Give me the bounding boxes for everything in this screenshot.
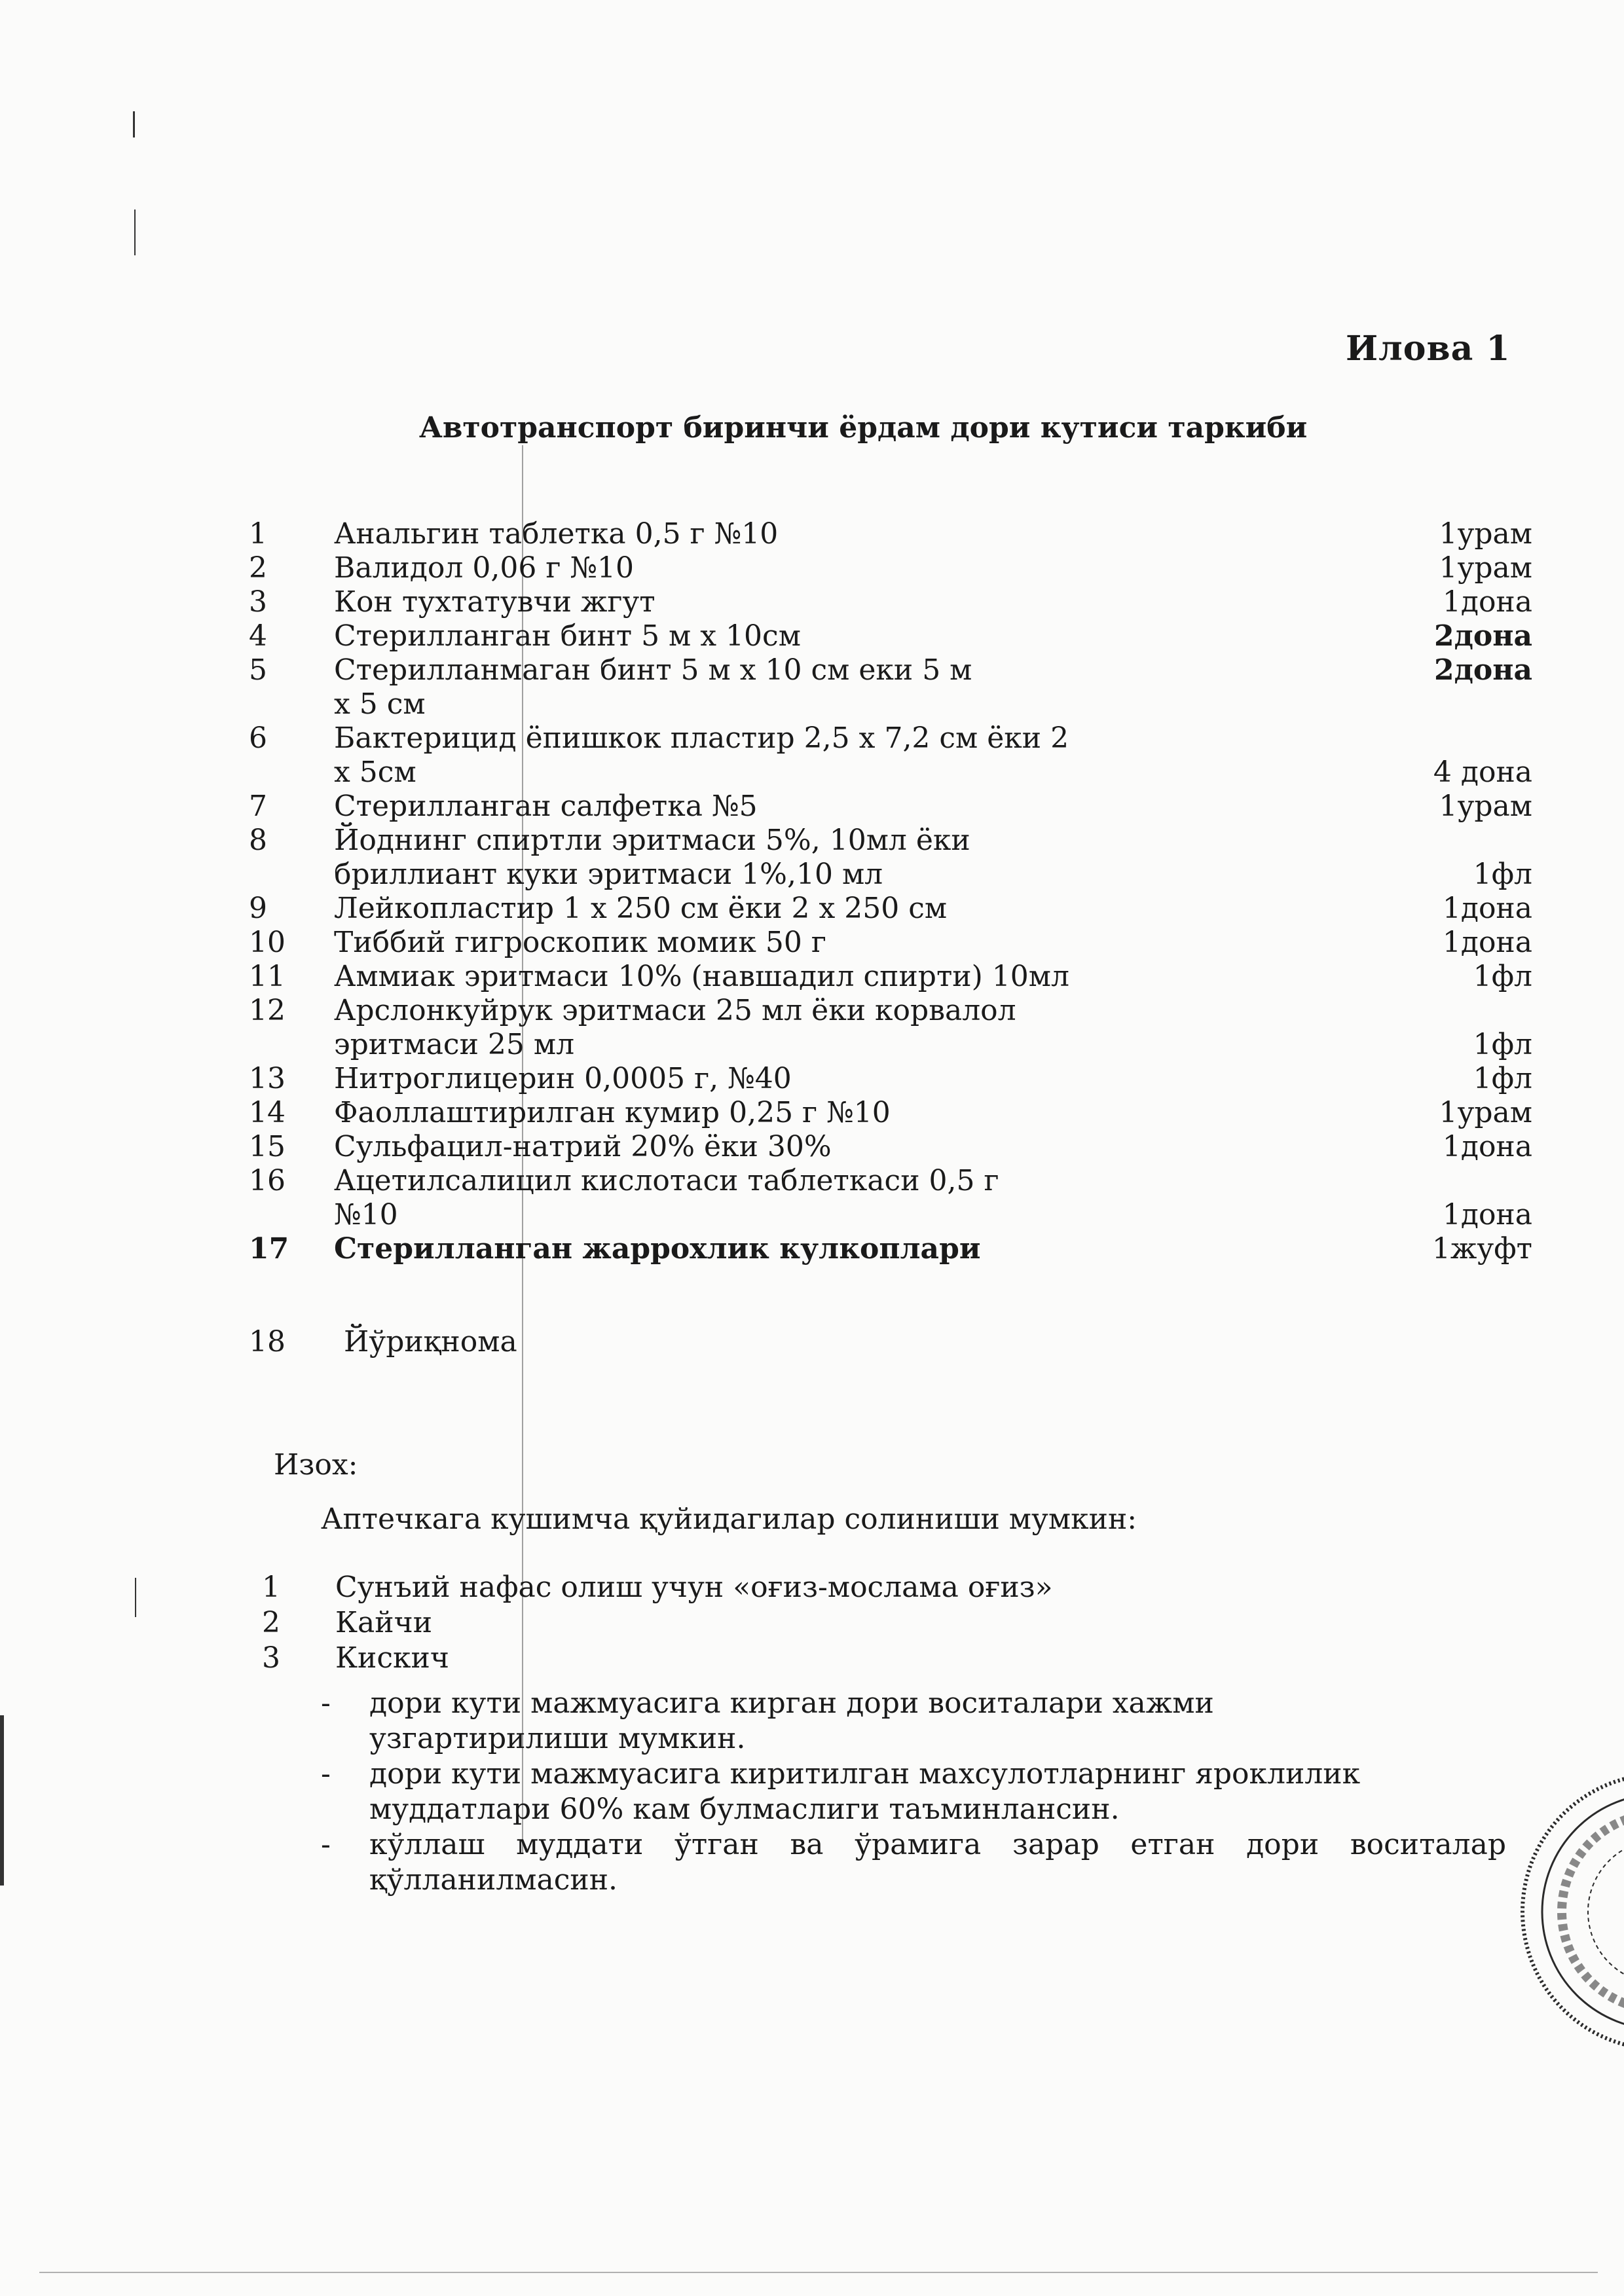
item-number: 10 bbox=[249, 926, 286, 959]
item-name: Нитроглицерин 0,0005 г, №40 bbox=[334, 1062, 792, 1095]
list-item bbox=[249, 721, 1532, 790]
scan-mark bbox=[133, 111, 135, 137]
item-quantity: 1урам bbox=[1439, 1096, 1532, 1129]
list-item bbox=[249, 892, 1532, 926]
item-name: Валидол 0,06 г №10 bbox=[334, 551, 634, 585]
item-quantity: 1фл bbox=[1473, 1062, 1532, 1095]
item-number: 4 bbox=[249, 619, 267, 653]
item-quantity: 1дона bbox=[1442, 926, 1532, 959]
list-item bbox=[249, 653, 1532, 721]
list-item bbox=[262, 1641, 1179, 1676]
note-intro: Аптечкага кушимча қуйидагилар солиниши мумкин: bbox=[321, 1503, 1137, 1536]
remark-text: дори кути мажмуасига кирган дори воситалари хажми узгартирилиши мумкин. bbox=[369, 1686, 1214, 1755]
item-quantity: 1дона bbox=[1442, 1198, 1532, 1231]
item-number: 15 bbox=[249, 1130, 286, 1163]
extra-number: 2 bbox=[262, 1606, 280, 1639]
remark-item bbox=[321, 1827, 1506, 1898]
extra-number: 3 bbox=[262, 1641, 280, 1675]
list-item bbox=[262, 1605, 1179, 1641]
item-number: 1 bbox=[249, 517, 267, 551]
item-quantity: 1фл bbox=[1473, 1028, 1532, 1061]
item-number: 3 bbox=[249, 585, 267, 619]
item-quantity: 1фл bbox=[1473, 960, 1532, 993]
remark-text: дори кути мажмуасига киритилган махсулотларнинг яроклилик муддатлари 60% кам булмаслиги таъминлансин. bbox=[369, 1757, 1361, 1826]
remark-text: кўллаш муддати ўтган ва ўрамига зарар етган дори воситалар қўлланилмасин. bbox=[369, 1828, 1506, 1897]
item-name: Бактерицид ёпишкок пластир 2,5 х 7,2 см ёки 2 х 5см bbox=[334, 721, 1069, 789]
list-item bbox=[249, 1164, 1532, 1232]
list-item bbox=[249, 1232, 1532, 1266]
item-number: 16 bbox=[249, 1164, 286, 1197]
annex-label: Илова 1 bbox=[1346, 329, 1511, 369]
item-name: Йоднинг спиртли эритмаси 5%, 10мл ёки бриллиант куки эритмаси 1%,10 мл bbox=[334, 824, 970, 891]
item-quantity: 1жуфт bbox=[1431, 1232, 1532, 1266]
list-item bbox=[249, 1096, 1532, 1130]
list-item bbox=[249, 994, 1532, 1062]
remark-dash: - bbox=[321, 1757, 331, 1791]
item-name: Стерилланган бинт 5 м х 10см bbox=[334, 619, 801, 653]
item-quantity: 1фл bbox=[1473, 858, 1532, 891]
list-item bbox=[249, 551, 1532, 585]
item-name: Сульфацил-натрий 20% ёки 30% bbox=[334, 1130, 832, 1163]
item-number: 11 bbox=[249, 960, 286, 993]
list-item bbox=[249, 790, 1532, 824]
item-quantity: 1урам bbox=[1439, 790, 1532, 823]
item-quantity: 1дона bbox=[1442, 585, 1532, 619]
extra-name: Кискич bbox=[335, 1641, 449, 1675]
item-name: Ацетилсалицил кислотаси таблеткаси 0,5 г №10 bbox=[334, 1164, 999, 1231]
item-quantity: 1урам bbox=[1439, 517, 1532, 551]
item-number: 17 bbox=[249, 1232, 289, 1266]
remark-dash: - bbox=[321, 1828, 331, 1861]
list-item bbox=[249, 619, 1532, 653]
extra-name: Кайчи bbox=[335, 1606, 433, 1639]
list-item bbox=[262, 1570, 1179, 1605]
list-item bbox=[249, 585, 1532, 619]
item-number: 13 bbox=[249, 1062, 286, 1095]
list-item bbox=[249, 1130, 1532, 1164]
list-item bbox=[249, 517, 1532, 551]
item-quantity: 1дона bbox=[1442, 892, 1532, 925]
item-name: Анальгин таблетка 0,5 г №10 bbox=[334, 517, 779, 551]
note-label: Изох: bbox=[274, 1448, 358, 1482]
item-number: 2 bbox=[249, 551, 267, 585]
item-name: Стерилланмаган бинт 5 м х 10 см еки 5 м х 5 см bbox=[334, 653, 972, 721]
scan-mark bbox=[135, 1578, 136, 1617]
item-name: Арслонкуйрук эритмаси 25 мл ёки корвалол эритмаси 25 мл bbox=[334, 994, 1016, 1061]
item-quantity: 1урам bbox=[1439, 551, 1532, 585]
item-number: 18 bbox=[249, 1325, 286, 1358]
item-number: 5 bbox=[249, 653, 267, 687]
item-name: Лейкопластир 1 х 250 см ёки 2 х 250 см bbox=[334, 892, 948, 925]
remark-item bbox=[321, 1757, 1434, 1827]
list-item bbox=[249, 926, 1532, 960]
document-title: Автотранспорт биринчи ёрдам дори кутиси таркиби bbox=[419, 411, 1308, 445]
kit-items-list bbox=[249, 517, 1532, 1359]
item-quantity: 1дона bbox=[1442, 1130, 1532, 1163]
scan-mark bbox=[134, 210, 136, 255]
item-name: Фаоллаштирилган кумир 0,25 г №10 bbox=[334, 1096, 891, 1129]
remark-item bbox=[321, 1686, 1303, 1757]
item-number: 9 bbox=[249, 892, 267, 925]
remarks-list bbox=[321, 1686, 1506, 1898]
official-seal-stamp bbox=[1503, 1768, 1624, 2056]
list-item bbox=[249, 824, 1532, 892]
item-number: 12 bbox=[249, 994, 286, 1027]
item-name: Стерилланган жаррохлик кулкоплари bbox=[334, 1232, 981, 1266]
list-item bbox=[249, 1325, 1532, 1359]
remark-dash: - bbox=[321, 1686, 331, 1720]
scan-bottom-line bbox=[39, 2272, 1598, 2273]
item-name: Аммиак эритмаси 10% (навшадил спирти) 10мл bbox=[334, 960, 1069, 993]
extra-items-list bbox=[262, 1570, 1179, 1676]
item-quantity: 2дона bbox=[1433, 653, 1532, 687]
item-quantity: 4 дона bbox=[1433, 756, 1532, 789]
item-name: Кон тухтатувчи жгут bbox=[334, 585, 655, 619]
item-number: 8 bbox=[249, 824, 267, 857]
list-item bbox=[249, 960, 1532, 994]
item-number: 7 bbox=[249, 790, 267, 823]
item-name: Тиббий гигроскопик момик 50 г bbox=[334, 926, 826, 959]
extra-name: Сунъий нафас олиш учун «оғиз-мослама оғиз» bbox=[335, 1571, 1053, 1604]
item-quantity: 2дона bbox=[1433, 619, 1532, 653]
item-name: Йўриқнома bbox=[344, 1325, 517, 1358]
extra-number: 1 bbox=[262, 1571, 280, 1604]
item-number: 14 bbox=[249, 1096, 286, 1129]
item-name: Стерилланган салфетка №5 bbox=[334, 790, 758, 823]
item-number: 6 bbox=[249, 721, 267, 755]
scan-mark bbox=[0, 1715, 4, 1886]
list-item bbox=[249, 1062, 1532, 1096]
